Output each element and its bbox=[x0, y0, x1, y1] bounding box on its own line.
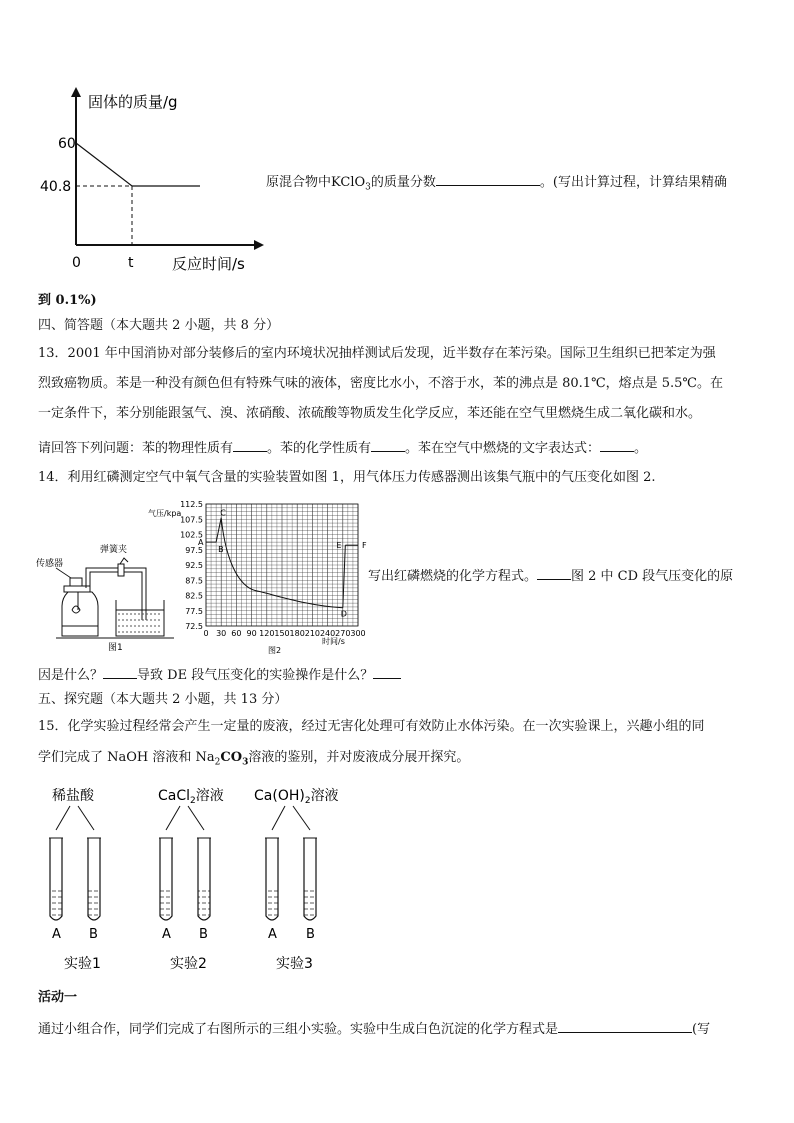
q15-sub1: 2 bbox=[214, 757, 221, 768]
exp1-caption: 实验1 bbox=[64, 956, 101, 972]
answer-blank[interactable] bbox=[373, 666, 401, 679]
answer-blank[interactable] bbox=[103, 666, 137, 679]
section-title: 四、简答题（本大题共 2 小题，共 8 分） bbox=[38, 318, 280, 333]
exp2-reagent-sub: 2 bbox=[190, 796, 196, 806]
answer-blank[interactable] bbox=[600, 439, 634, 452]
exp3-caption: 实验3 bbox=[276, 956, 313, 972]
test-tube-b bbox=[87, 838, 101, 920]
q12-formula-sub: 3 bbox=[365, 182, 371, 193]
q13-text-c: 。苯在空气中燃烧的文字表达式： bbox=[405, 441, 601, 456]
clamp-label: 弹簧夹 bbox=[100, 545, 128, 555]
exp1-reagent: 稀盐酸 bbox=[52, 788, 94, 804]
exp3-reagent-pre: Ca(OH) bbox=[254, 788, 305, 804]
q12-text-pre: 原混合物中 bbox=[266, 175, 332, 190]
y-tick-label: 87.5 bbox=[185, 576, 203, 586]
test-tube-a bbox=[49, 838, 63, 920]
exp3-reagent-sub: 2 bbox=[304, 796, 311, 806]
x-tick-label: 210 bbox=[304, 629, 321, 638]
q14-side bbox=[368, 567, 733, 584]
point-label-f: F bbox=[362, 541, 367, 551]
q14-text-b: 导致 DE 段气压变化的实验操作是什么？ bbox=[137, 668, 374, 683]
tube-b-label: B bbox=[89, 927, 98, 942]
q15-line2 bbox=[38, 750, 469, 771]
test-tube-b bbox=[197, 838, 211, 920]
exp2-caption: 实验2 bbox=[170, 956, 207, 972]
pressure-chart bbox=[140, 500, 370, 654]
x-tick-label: 60 bbox=[231, 629, 242, 638]
x-tick-label: 180 bbox=[289, 629, 305, 638]
point-label-a: A bbox=[198, 538, 204, 548]
x-tick-label: 240 bbox=[319, 629, 336, 638]
y-tick-label: 97.5 bbox=[185, 545, 203, 555]
chart-ylabel: 气压/kpa bbox=[148, 509, 182, 518]
tube-a-label: A bbox=[52, 927, 61, 942]
q14-line1: 14．利用红磷测定空气中氧气含量的实验装置如图 1，用气体压力传感器测出该集气瓶中的气压变化如图 2. bbox=[38, 470, 656, 485]
exp2-reagent-pre: CaCl bbox=[158, 788, 191, 804]
activity1-line1 bbox=[38, 1020, 710, 1037]
point-label-e: E bbox=[336, 541, 342, 551]
y-tick-label: 92.5 bbox=[185, 561, 203, 570]
y-tick-label: 77.5 bbox=[185, 606, 203, 616]
pressure-curve bbox=[206, 518, 343, 608]
exp2-reagent-post: 溶液 bbox=[195, 788, 224, 804]
q15-text-pre: 学们完成了 NaOH 溶液和 Na bbox=[38, 750, 215, 765]
y-tick-label: 107.5 bbox=[180, 515, 203, 525]
q13-line4 bbox=[38, 439, 647, 456]
graph1-y-top: 60 bbox=[58, 136, 76, 152]
q12-line1 bbox=[266, 173, 727, 196]
q15-text-mid: CO bbox=[220, 750, 243, 765]
q13-text-d: 。 bbox=[634, 441, 648, 456]
mass-time-graph bbox=[40, 85, 280, 275]
graph1-origin: 0 bbox=[72, 255, 81, 271]
q12-formula: KClO bbox=[331, 175, 366, 190]
section-title: 五、探究题（本大题共 2 小题，共 13 分） bbox=[38, 692, 288, 707]
q12-text-post: 的质量分数 bbox=[370, 175, 436, 190]
test-tube-figure bbox=[40, 780, 350, 980]
q15-text-post: 溶液的鉴别，并对废液成分展开探究。 bbox=[248, 750, 470, 765]
answer-blank[interactable] bbox=[371, 439, 405, 452]
q12-line2: 到 0.1%) bbox=[38, 293, 97, 308]
q13-text-b: 。苯的化学性质有 bbox=[267, 441, 372, 456]
test-tube-b bbox=[303, 838, 317, 920]
point-label-d: D bbox=[340, 609, 347, 619]
graph1-xlabel: 反应时间/s bbox=[172, 255, 245, 273]
test-tube-a bbox=[159, 838, 173, 920]
x-tick-label: 90 bbox=[246, 629, 257, 638]
graph1-y-mid: 40.8 bbox=[40, 179, 72, 195]
q14-side-a: 写出红磷燃烧的化学方程式。 bbox=[368, 569, 538, 584]
y-tick-label: 112.5 bbox=[180, 500, 203, 509]
q15-sub2: 3 bbox=[242, 757, 249, 768]
fig1-caption: 图1 bbox=[108, 643, 123, 653]
tube-a-label: A bbox=[162, 927, 171, 942]
q13-line2: 烈致癌物质。苯是一种没有颜色但有特殊气味的液体，密度比水小，不溶于水，苯的沸点是 80.1℃，熔点是 5.5℃。在 bbox=[38, 376, 723, 391]
q14-line3 bbox=[38, 666, 401, 683]
activity1-tail: (写 bbox=[692, 1022, 711, 1037]
tube-a-label: A bbox=[268, 927, 277, 942]
chart-xlabel: 时间/s bbox=[322, 637, 345, 646]
q15-line1: 15．化学实验过程经常会产生一定量的废液，经过无害化处理可有效防止水体污染。在一次实验课上，兴趣小组的同 bbox=[38, 719, 705, 734]
q13-line3: 一定条件下，苯分别能跟氢气、溴、浓硝酸、浓硫酸等物质发生化学反应，苯还能在空气里燃烧生成二氧化碳和水。 bbox=[38, 406, 702, 421]
point-label-b: B bbox=[218, 545, 224, 555]
point-label-c: C bbox=[220, 508, 226, 518]
q13-text-a: 请回答下列问题：苯的物理性质有 bbox=[38, 441, 234, 456]
q12-text-tail: 。(写出计算过程，计算结果精确 bbox=[539, 175, 727, 190]
tube-b-label: B bbox=[306, 927, 315, 942]
answer-blank[interactable] bbox=[537, 567, 571, 580]
activity1-text: 通过小组合作，同学们完成了右图所示的三组小实验。实验中生成白色沉淀的化学方程式是 bbox=[38, 1022, 559, 1037]
q14-text-a: 因是什么？ bbox=[38, 668, 104, 683]
answer-blank[interactable] bbox=[558, 1020, 692, 1033]
q13-line1: 13．2001 年中国消协对部分装修后的室内环境状况抽样测试后发现，近半数存在苯污染。国际卫生组织已把苯定为强 bbox=[38, 346, 716, 361]
chart-caption: 图2 bbox=[268, 646, 282, 655]
x-tick-label: 30 bbox=[216, 629, 227, 638]
graph1-ylabel: 固体的质量/g bbox=[88, 93, 178, 111]
sensor-label: 传感器 bbox=[36, 559, 64, 569]
y-tick-label: 82.5 bbox=[185, 591, 203, 601]
test-tube-a bbox=[265, 838, 279, 920]
answer-blank[interactable] bbox=[233, 439, 267, 452]
y-tick-label: 72.5 bbox=[185, 622, 203, 631]
x-tick-label: 270 bbox=[335, 629, 351, 638]
graph1-t: t bbox=[128, 255, 134, 271]
exp2-reagent bbox=[158, 787, 224, 806]
exp3-reagent-post: 溶液 bbox=[310, 788, 339, 804]
activity-title: 活动一 bbox=[38, 990, 78, 1005]
q14-side-b: 图 2 中 CD 段气压变化的原 bbox=[571, 569, 734, 584]
x-tick-label: 120 bbox=[259, 629, 275, 638]
x-tick-label: 150 bbox=[274, 629, 290, 638]
x-tick-label: 0 bbox=[203, 629, 209, 638]
exp3-reagent bbox=[254, 787, 339, 806]
x-tick-label: 300 bbox=[350, 629, 366, 638]
y-tick-label: 102.5 bbox=[180, 530, 203, 540]
tube-b-label: B bbox=[199, 927, 208, 942]
answer-blank[interactable] bbox=[436, 173, 540, 186]
